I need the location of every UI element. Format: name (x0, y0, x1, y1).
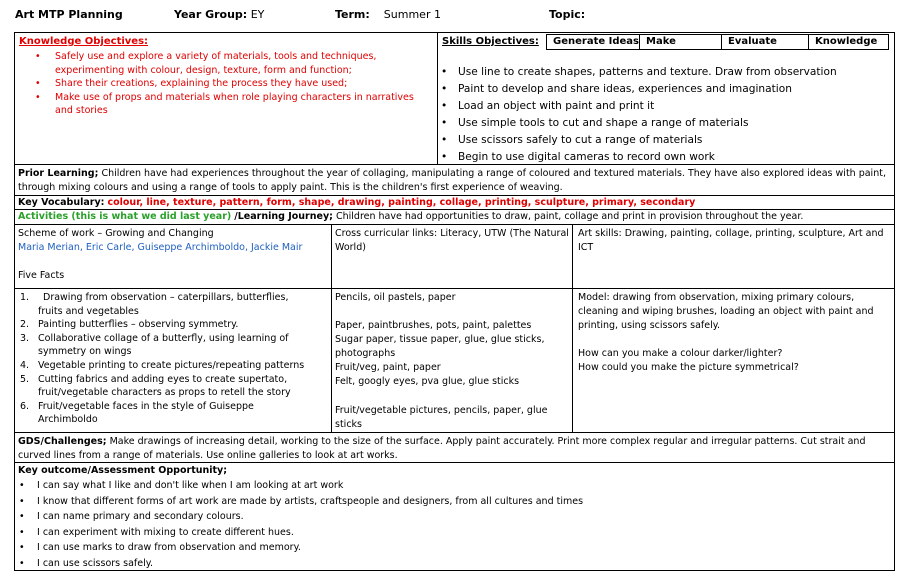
tab-evaluate: Evaluate (721, 34, 809, 50)
list-item: • I can say what I like and don't like when I am looking at art work (19, 480, 344, 491)
resource-item: Pencils, oil pastels, paper (335, 292, 456, 303)
list-item: 3. Collaborative collage of a butterfly, using learning of symmetry on wings (20, 332, 289, 358)
prior-learning-text: Children have had experiences throughout the year of collaging, manipulating a range of coloured and textured materials. They have also explored ideas with paint, through mixing colours and using a range of tools to apply paint. This is the children's first experience of weaving. (18, 168, 886, 193)
skills-objectives-list (438, 64, 837, 166)
list-item: • I can use scissors safely. (19, 557, 154, 569)
list-item: • Make use of props and materials when role playing characters in narratives and stories (35, 91, 414, 117)
model-text: Model: drawing from observation, mixing primary colours, cleaning and wiping brushes, loading an object with paint and printing, using scissors safely. (578, 292, 874, 331)
list-item: • I can experiment with mixing to create different hues. (19, 526, 294, 538)
key-outcome-heading: Key outcome/Assessment Opportunity; (18, 465, 228, 476)
tab-knowledge: Knowledge (808, 34, 889, 50)
key-vocabulary-label: Key Vocabulary: (18, 197, 105, 208)
resource-item: Sugar paper, tissue paper, glue, glue sticks, photographs (335, 334, 545, 359)
document-title: Art MTP Planning (15, 8, 123, 21)
resource-item: Felt, googly eyes, pva glue, glue sticks (335, 376, 520, 387)
list-item: • Paint to develop and share ideas, experiences and imagination (441, 83, 792, 95)
sessions-cell (14, 288, 332, 433)
list-item: 1. Drawing from observation – caterpillars, butterflies, fruits and vegetables (20, 292, 289, 317)
list-item: • I can name primary and secondary colours. (19, 511, 244, 522)
resource-item: Fruit/vegetable pictures, pencils, paper, glue sticks (335, 405, 548, 430)
list-item: • Use simple tools to cut and shape a range of materials (441, 117, 749, 129)
year-group: Year Group: EY (174, 8, 265, 21)
model-cell (572, 288, 895, 433)
knowledge-objectives-heading: Knowledge Objectives: (19, 36, 149, 47)
key-vocabulary-text: colour, line, texture, pattern, form, shape, drawing, painting, collage, printing, sculpture, primary, secondary (107, 197, 696, 208)
list-item: 2. Painting butterflies – observing symmetry. (20, 319, 239, 331)
topic: Topic: (549, 8, 586, 21)
gds-challenges-text: Make drawings of increasing detail, working to the size of the surface. Apply paint accurately. Print more complex regular and irregular patterns. Cut strait and curved lines from a range of materials. Use online galleries to look at art works. (18, 436, 866, 461)
activities-cell (14, 209, 895, 225)
prior-learning-cell (14, 164, 895, 196)
skills-objectives-heading: Skills Objectives: (442, 36, 539, 47)
tab-make: Make (639, 34, 722, 50)
scheme-of-work-label: Scheme of work – Growing and Changing (18, 228, 214, 239)
model-question: How could you make the picture symmetrical? (578, 362, 799, 373)
resource-item: Fruit/veg, paint, paper (335, 362, 441, 373)
list-item: • Begin to use digital cameras to record own work (441, 151, 715, 163)
learning-journey-label: /Learning Journey; (234, 211, 333, 222)
art-skills-cell (572, 224, 895, 289)
knowledge-objectives-cell (14, 32, 438, 165)
prior-learning-label: Prior Learning; (18, 168, 99, 179)
resources-cell (331, 288, 573, 433)
resource-item: Paper, paintbrushes, pots, paint, palettes (335, 320, 532, 331)
five-facts-label: Five Facts (18, 270, 65, 281)
gds-challenges-label: GDS/Challenges; (18, 436, 107, 447)
knowledge-objectives-list (15, 50, 415, 118)
list-item: • Share their creations, explaining the process they have used; (35, 78, 348, 90)
scheme-of-work-cell (14, 224, 332, 289)
list-item: 5. Cutting fabrics and adding eyes to create supertato, fruit/vegetable characters as props to retell the story (20, 373, 291, 399)
list-item: • Safely use and explore a variety of materials, tools and techniques, experimenting with colour, design, texture, form and function; (35, 51, 377, 76)
list-item: • Use line to create shapes, patterns and texture. Draw from observation (441, 66, 837, 78)
list-item: 6. Fruit/vegetable faces in the style of Guiseppe Archimboldo (20, 400, 254, 426)
list-item: • Use scissors safely to cut a range of materials (441, 134, 703, 146)
list-item: 4. Vegetable printing to create pictures/repeating patterns (20, 359, 305, 371)
tab-generate-ideas: Generate Ideas (546, 34, 640, 50)
art-skills-text: Art skills: Drawing, painting, collage, printing, sculpture, Art and ICT (578, 228, 884, 253)
cross-curricular-cell (331, 224, 573, 289)
term: Term: Summer 1 (335, 8, 441, 21)
sessions-list (18, 291, 308, 427)
key-outcome-list (15, 478, 891, 571)
cross-curricular-text: Cross curricular links: Literacy, UTW (The Natural World) (335, 228, 569, 253)
activities-label: Activities (this is what we did last year) (18, 211, 232, 222)
artists-list: Maria Merian, Eric Carle, Guiseppe Archimboldo, Jackie Mair (18, 242, 303, 253)
key-vocabulary-cell (14, 195, 895, 210)
list-item: • I know that different forms of art work are made by artists, craftspeople and designers, from all cultures and times (19, 495, 584, 507)
model-question: How can you make a colour darker/lighter? (578, 348, 783, 359)
gds-challenges-cell (14, 432, 895, 463)
skills-objectives-cell (437, 32, 895, 165)
list-item: • Load an object with paint and print it (441, 100, 655, 112)
key-outcome-cell (14, 462, 895, 571)
activities-text: Children have had opportunities to draw, paint, collage and print in provision throughout the year. (335, 211, 804, 222)
list-item: • I can use marks to draw from observation and memory. (19, 542, 301, 553)
